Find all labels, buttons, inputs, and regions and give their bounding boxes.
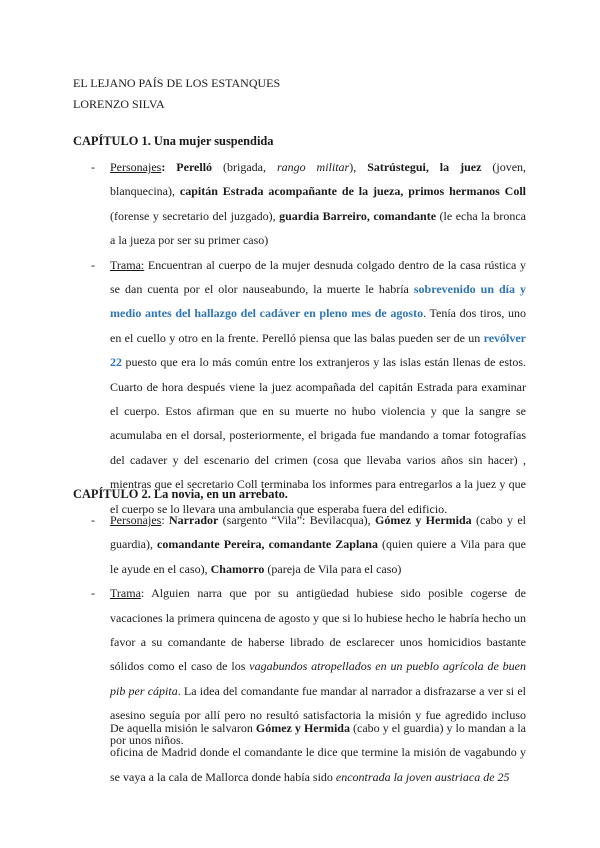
bullet-dash: - [91, 160, 95, 174]
personajes-label: Personajes [110, 513, 162, 527]
chapter-1-title: CAPÍTULO 1. Una mujer suspendida [73, 134, 274, 148]
chapter-2-continuation: De aquella misión le salvaron Gómez y Hermida (cabo y el guardia) y lo mandan a la oficina de Madrid donde el comandante le dice que termine la misión de vagabundo y se vaya a la cala de Mallorca donde había sido encontrada la joven austriaca de 25 [110, 721, 526, 784]
bullet-dash: - [91, 586, 95, 601]
trama-label: Trama [110, 586, 141, 601]
personajes-label: Personajes [110, 160, 162, 174]
trama-label: Trama: [110, 257, 145, 272]
chapter-2-personajes: - Personajes: Narrador (sargento “Vila”: Bevilacqua), Gómez y Hermida (cabo y el guardia), comandante Pereira, comandante Zaplana (quien quiere a Vila para que le ayude en el caso), Chamorro (pareja de Vila para el caso) [91, 508, 526, 581]
bullet-dash: - [91, 257, 95, 272]
chapter-1-personajes: - Personajes: Perelló (brigada, rango militar), Satrústegui, la juez (joven, blanquecina), capitán Estrada acompañante de la jueza, primos hermanos Coll (forense y secretario del juzgado), guardia Barreiro, comandante (le echa la bronca a la jueza por ser su primer caso) [91, 155, 526, 253]
highlight-time-of-death: sobrevenido un día y medio antes del hallazgo del cadáver en pleno mes de agosto [110, 282, 526, 321]
chapter-2-title: CAPÍTULO 2. La novia, en un arrebato. [73, 487, 288, 501]
chapter-1-list [91, 155, 526, 521]
author-name: LORENZO SILVA [73, 97, 165, 111]
chapter-1-trama: - Trama: Encuentran al cuerpo de la mujer desnuda colgado dentro de la casa rústica y se dan cuenta por el olor nauseabundo, la muerte le habría sobrevenido un día y medio antes del hallazgo del cadáver en pleno mes de agosto. Tenía dos tiros, uno en el cuello y otro en la frente. Perelló piensa que las balas pueden ser de un revólver 22 puesto que era lo más común entre los extranjeros y las islas están llenas de estos. Cuarto de hora después viene la juez acompañada del capitán Estrada para examinar el cuerpo. Estos afirman que en su muerte no hubo violencia y que la sangre se acumulaba en el dorsal, posteriormente, el brigada fue mandando a tomar fotografías del cadaver y del escenario del crimen (cosa que llevaba varios años sin hacer) , mientras que el secretario Coll terminaba los informes para entregarlos a la juez y que el cuerpo se lo llevara una ambulancia que esperaba fuera del edificio. [91, 253, 526, 521]
highlight-revolver: revólver 22 [110, 330, 526, 370]
chapter-2-trama: - Trama: Alguien narra que por su antigüedad hubiese sido posible cogerse de vacaciones la primera quincena de agosto y que si lo hubiese hecho le habría hecho un favor a su comandante de haberse librado de esclarecer unos homicidios bastante sólidos como el caso de los vagabundos atropellados en un pueblo agrícola de buen pib per cápita. La idea del comandante fue mandar al narrador a disfrazarse a ver si el asesino seguía por allí pero no resultó satisfactoria la misión y fue agredido incluso por unos niños. [91, 581, 526, 752]
book-title: EL LEJANO PAÍS DE LOS ESTANQUES [73, 76, 281, 90]
bullet-dash: - [91, 513, 95, 527]
document-header [73, 73, 280, 115]
